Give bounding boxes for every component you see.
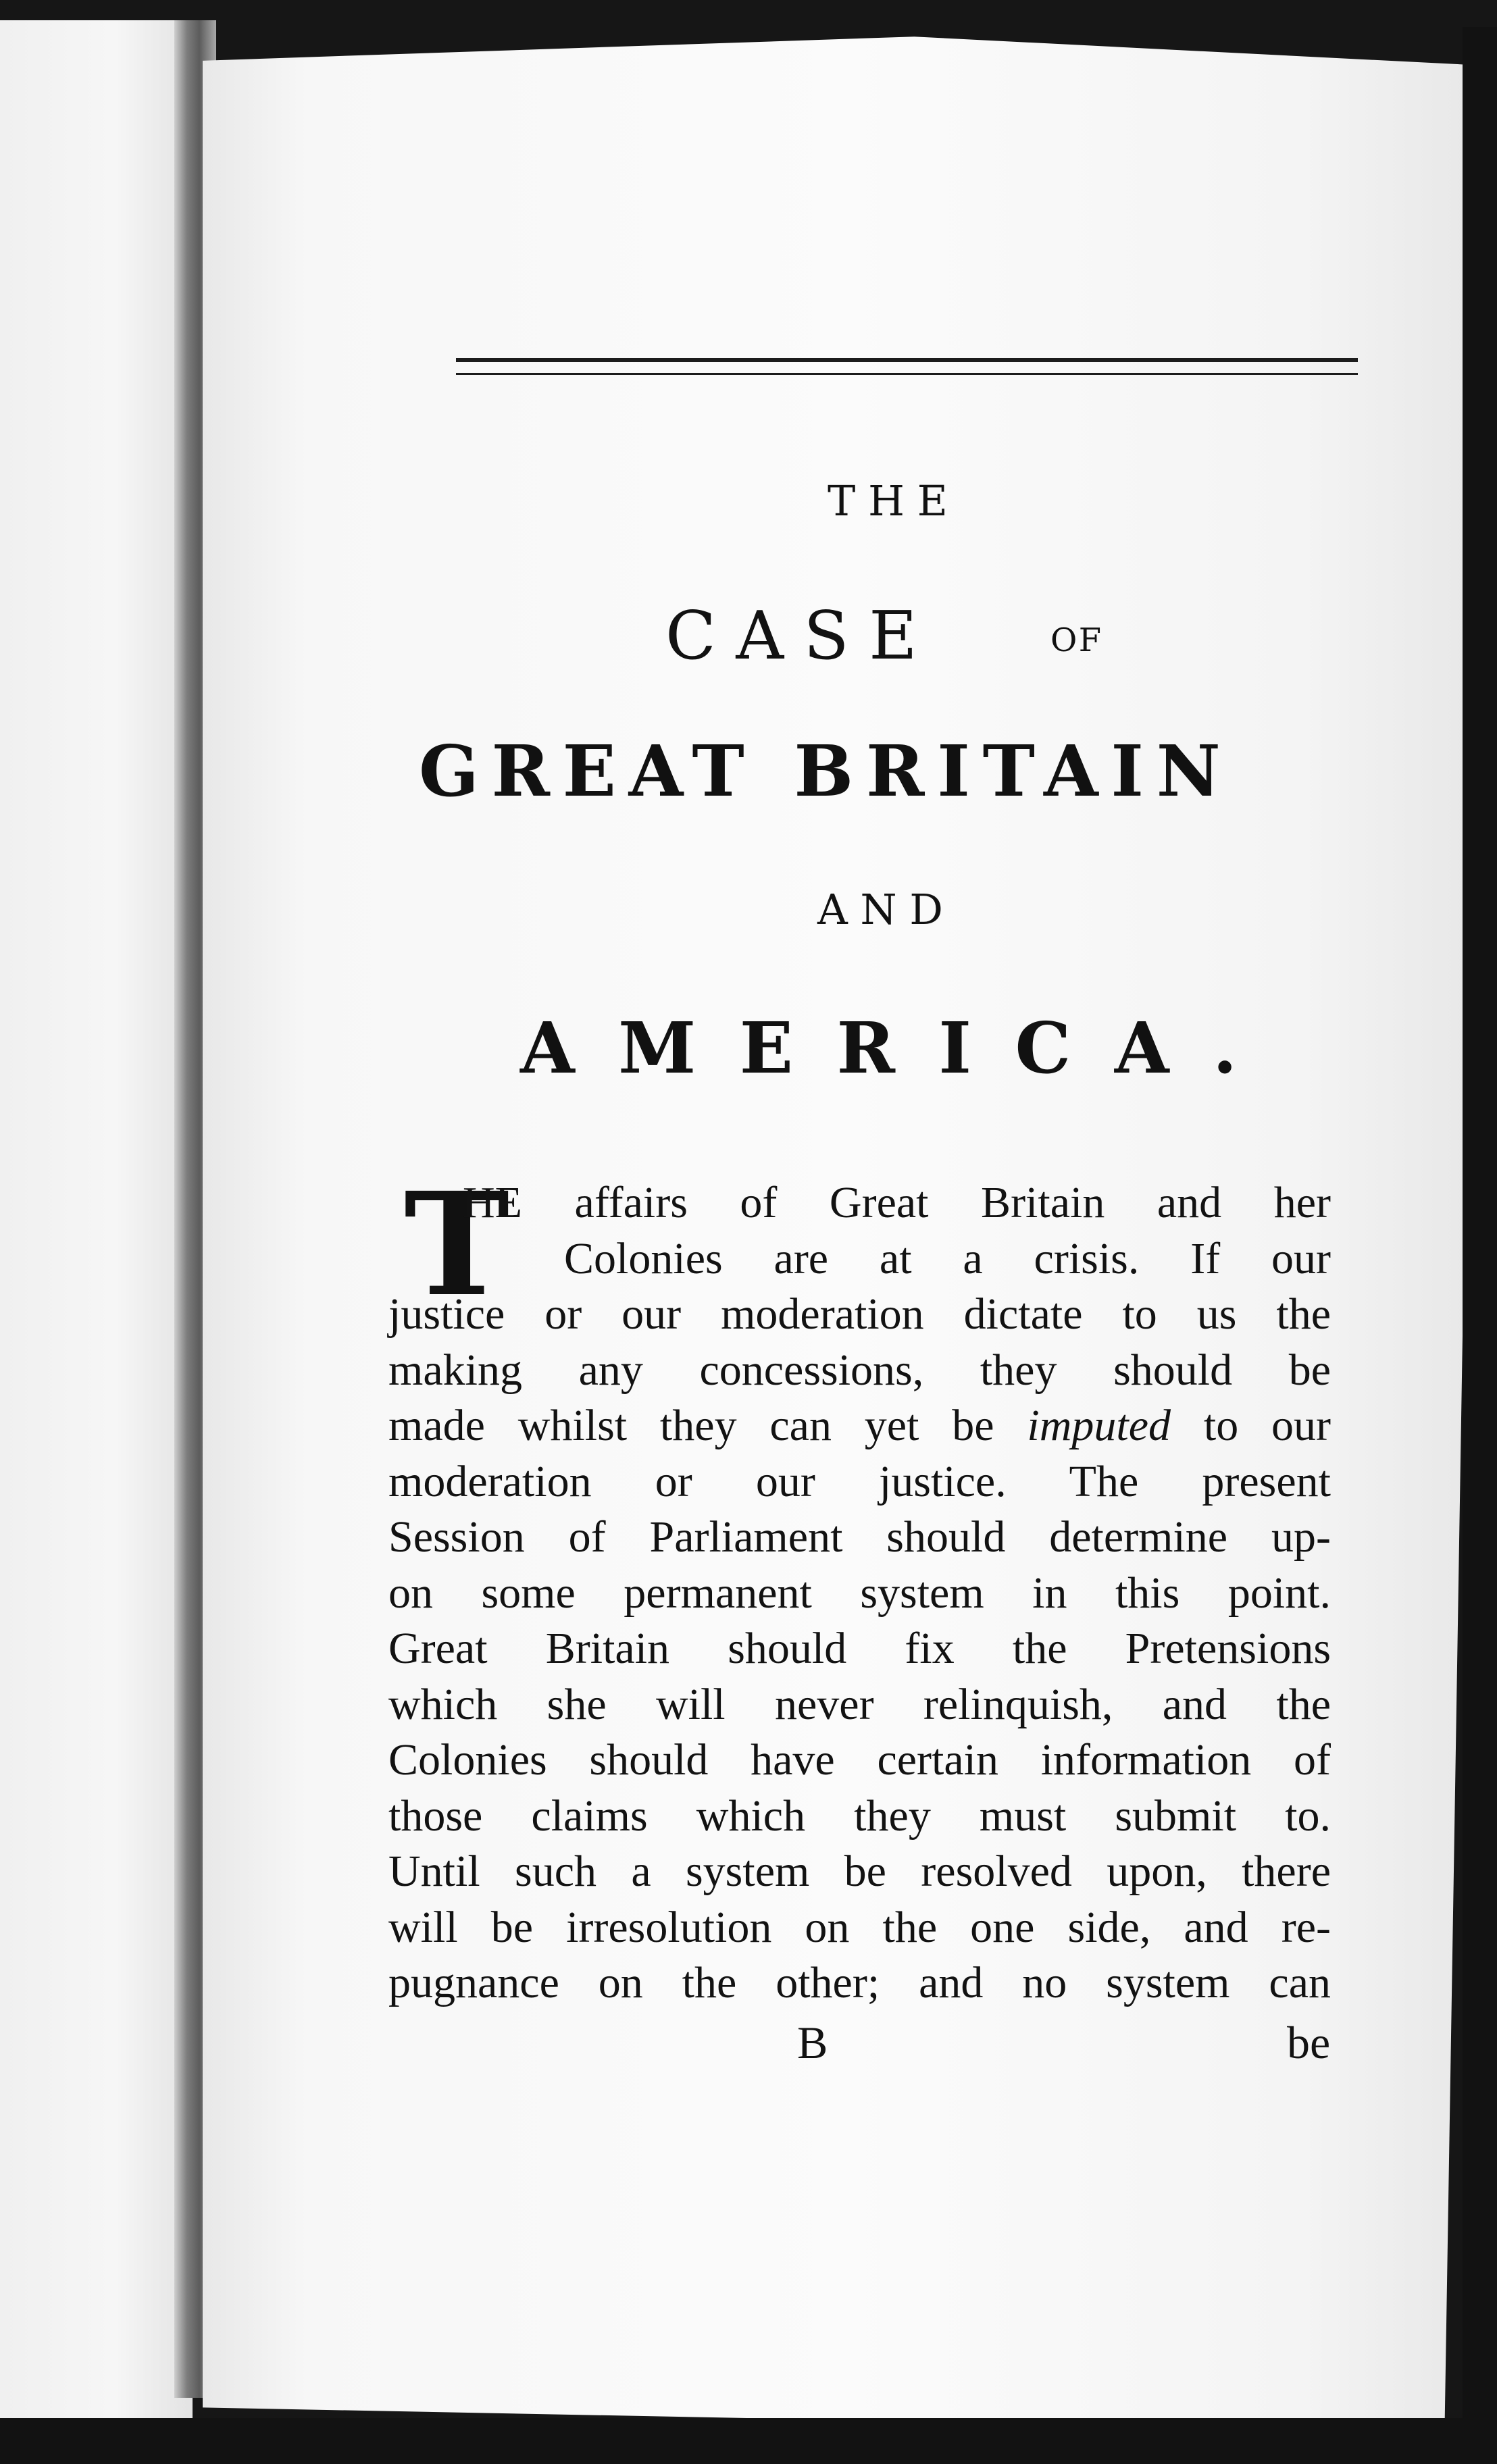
title-and: AND xyxy=(817,885,956,934)
title-case: CASE xyxy=(665,598,938,675)
body-line: moderation or our justice. The present xyxy=(388,1456,1331,1506)
body-line: justice or our moderation dictate to us the xyxy=(388,1289,1331,1339)
drop-cap: T xyxy=(404,1161,510,1328)
body-line: which she will never relinquish, and the xyxy=(388,1679,1331,1729)
title-great-britain: GREAT BRITAIN xyxy=(419,729,1234,813)
title-america: AMERICA. xyxy=(520,1006,1281,1089)
right-edge-shadow xyxy=(1463,27,1497,2464)
body-line: Great Britain should fix the Pretensions xyxy=(388,1624,1331,1673)
signature-mark: B xyxy=(797,2017,828,2068)
bottom-edge-shadow xyxy=(0,2418,1497,2464)
body-line: will be irresolution on the one side, and re- xyxy=(388,1902,1331,1952)
body-line-with-italic xyxy=(388,1398,1331,1454)
italic-word: imputed xyxy=(1027,1401,1171,1450)
left-page xyxy=(0,20,193,2425)
body-line-tail: to our xyxy=(1203,1401,1331,1450)
body-paragraph xyxy=(388,1161,1331,2011)
body-line: making any concessions, they should be xyxy=(388,1345,1331,1395)
title-the: THE xyxy=(828,476,961,525)
body-line: those claims which they must submit to. xyxy=(388,1791,1331,1841)
body-line: Until such a system be resolved upon, there xyxy=(388,1847,1331,1896)
body-line: HE affairs of Great Britain and her xyxy=(463,1178,1331,1227)
body-line: Colonies should have certain information of xyxy=(388,1735,1331,1785)
body-line: pugnance on the other; and no system can xyxy=(388,1958,1331,2007)
double-rule-top xyxy=(456,358,1358,362)
body-line: Session of Parliament should determine up- xyxy=(388,1512,1331,1562)
body-line: on some permanent system in this point. xyxy=(388,1568,1331,1618)
body-line: Colonies are at a crisis. If our xyxy=(564,1233,1331,1283)
catchword: be xyxy=(1287,2017,1331,2068)
double-rule-bottom xyxy=(456,373,1358,375)
title-of: OF xyxy=(1050,621,1103,659)
body-line-head: made whilst they can yet be xyxy=(388,1401,994,1450)
